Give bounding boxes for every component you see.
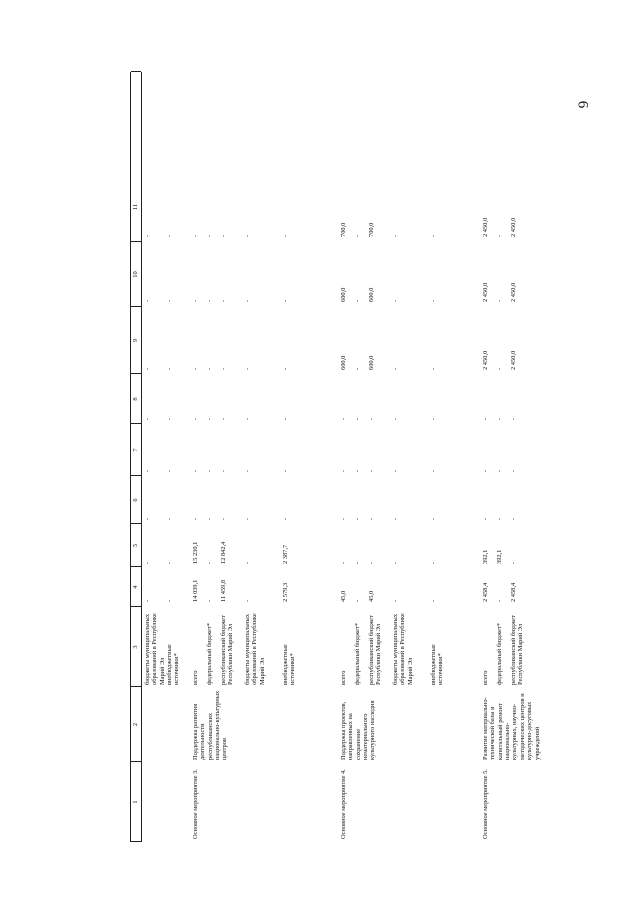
table-cell: 600,0 <box>368 287 375 302</box>
table-cell: - <box>340 561 347 564</box>
table-cell: внебюджетные источники* <box>282 644 297 685</box>
header-divider <box>131 71 141 72</box>
table-cell: - <box>144 234 151 237</box>
table-cell: - <box>482 469 489 472</box>
header-cell: 8 <box>132 397 139 401</box>
table-cell: - <box>166 234 173 237</box>
table-cell: - <box>392 517 399 520</box>
header-divider <box>131 373 141 374</box>
table-cell: федеральный бюджет* <box>496 622 503 685</box>
header-divider <box>131 523 141 524</box>
table-cell: - <box>392 561 399 564</box>
table-cell: - <box>430 561 437 564</box>
header-divider <box>131 606 141 607</box>
table-cell: 15 230,1 <box>192 541 199 564</box>
table-cell: - <box>354 299 361 302</box>
table-cell: - <box>244 561 251 564</box>
table-cell: - <box>220 469 227 472</box>
header-cell: 2 <box>132 722 139 727</box>
table-cell: - <box>166 367 173 370</box>
header-divider <box>131 475 141 476</box>
table-cell: - <box>166 469 173 472</box>
table-cell: 45,0 <box>368 590 375 602</box>
table-cell: Основное мероприятие 4. <box>340 769 347 839</box>
table-cell: - <box>192 299 199 302</box>
table-cell: - <box>496 599 503 602</box>
table-cell: - <box>166 299 173 302</box>
table-cell: - <box>244 469 251 472</box>
table-cell: внебюджетные источники* <box>166 644 181 685</box>
table-cell: - <box>282 234 289 237</box>
table-cell: Поддержка развития деятельности республиканских национально-культурных центров <box>192 690 229 760</box>
table-cell: всего <box>482 670 489 685</box>
table-cell: - <box>192 517 199 520</box>
table-cell: - <box>206 561 213 564</box>
table-cell: - <box>144 469 151 472</box>
table-cell: - <box>244 234 251 237</box>
table-cell: - <box>510 469 517 472</box>
table-cell: - <box>244 599 251 602</box>
table-cell: федеральный бюджет* <box>206 622 213 685</box>
table-cell: - <box>144 561 151 564</box>
table-cell: - <box>430 234 437 237</box>
table-cell: - <box>354 517 361 520</box>
header-cell: 4 <box>132 585 139 589</box>
table-cell: - <box>430 417 437 420</box>
table-cell: 700,0 <box>368 222 375 237</box>
table-cell: Основное мероприятие 3. <box>192 769 199 839</box>
header-cell: 6 <box>132 498 139 502</box>
table-cell: 2 579,3 <box>282 582 289 602</box>
table-cell: - <box>392 469 399 472</box>
table-cell: 11 459,8 <box>220 579 227 602</box>
table-cell: всего <box>340 670 347 685</box>
table-cell: - <box>166 561 173 564</box>
table-cell: - <box>430 517 437 520</box>
table-cell: 600,0 <box>340 355 347 370</box>
table-cell: - <box>368 469 375 472</box>
table-cell: - <box>206 417 213 420</box>
table-cell: - <box>192 469 199 472</box>
table-cell: - <box>496 299 503 302</box>
table-cell: 2 450,0 <box>510 282 517 302</box>
table-cell: - <box>166 599 173 602</box>
table-cell: Основное мероприятие 5. <box>482 769 489 839</box>
table-cell: - <box>282 299 289 302</box>
table-cell: - <box>282 367 289 370</box>
table-cell: - <box>144 417 151 420</box>
table-cell: - <box>206 517 213 520</box>
table-cell: - <box>354 234 361 237</box>
table-cell: 2 450,0 <box>482 217 489 237</box>
header-divider <box>131 423 141 424</box>
table-cell: - <box>482 417 489 420</box>
table-cell: 12 842,4 <box>220 541 227 564</box>
table-cell: - <box>510 517 517 520</box>
table-cell: - <box>144 599 151 602</box>
header-divider <box>131 566 141 567</box>
table-cell: - <box>220 517 227 520</box>
table-cell: - <box>206 299 213 302</box>
header-cell: 3 <box>132 645 139 649</box>
table-cell: Развитие материально-технической базы и капитальный ремонт национально-культурных, научно-методических центров и культурно-досуговых учреждений <box>482 693 541 760</box>
table-cell: - <box>496 234 503 237</box>
table-cell: внебюджетные источники* <box>430 644 445 685</box>
table-cell: - <box>430 299 437 302</box>
table-cell: 2 450,0 <box>510 350 517 370</box>
table-cell: - <box>244 417 251 420</box>
table-cell: 2 387,7 <box>282 544 289 564</box>
table-cell: - <box>220 234 227 237</box>
table-cell: бюджеты муниципальных образований в Республике Марий Эл <box>392 613 414 685</box>
header-cell: 5 <box>132 543 139 548</box>
header-cell: 9 <box>132 338 139 343</box>
table-cell: - <box>392 299 399 302</box>
table-cell: 392,1 <box>482 549 489 564</box>
table-cell: - <box>368 517 375 520</box>
table-cell: - <box>244 517 251 520</box>
table-cell: - <box>392 599 399 602</box>
table-cell: республиканский бюджет Республики Марий Эл <box>220 615 235 685</box>
table-cell: 2 450,0 <box>482 350 489 370</box>
table-cell: 700,0 <box>340 222 347 237</box>
table-cell: - <box>354 599 361 602</box>
table-cell: - <box>244 367 251 370</box>
page-number: 6 <box>574 100 591 109</box>
table-cell: 14 039,1 <box>192 579 199 602</box>
table-cell: - <box>510 417 517 420</box>
table-cell: - <box>496 367 503 370</box>
table-cell: - <box>340 417 347 420</box>
table-cell: - <box>244 299 251 302</box>
table-cell: - <box>392 234 399 237</box>
table-cell: - <box>220 367 227 370</box>
header-cell: 7 <box>132 448 139 452</box>
table-cell: - <box>166 417 173 420</box>
table-cell: Поддержка проектов, направленных на сохранение нематериального культурного наследия <box>340 700 377 760</box>
table-cell: - <box>192 367 199 370</box>
table-cell: республиканский бюджет Республики Марий Эл <box>510 615 525 685</box>
table-cell: - <box>354 417 361 420</box>
header-divider <box>131 306 141 307</box>
rotated-table <box>130 72 580 842</box>
table-cell: 2 450,0 <box>510 217 517 237</box>
table-cell: - <box>430 469 437 472</box>
header-cell: 11 <box>132 203 139 211</box>
table-cell: 2 458,4 <box>482 582 489 602</box>
table-cell: - <box>354 561 361 564</box>
table-cell: - <box>430 599 437 602</box>
table-cell: 45,0 <box>340 590 347 602</box>
table-cell: - <box>282 517 289 520</box>
table-cell: - <box>368 561 375 564</box>
table-cell: республиканский бюджет Республики Марий Эл <box>368 615 383 685</box>
table-cell: - <box>206 234 213 237</box>
table-cell: - <box>220 417 227 420</box>
table-cell: - <box>496 417 503 420</box>
header-divider <box>131 686 141 687</box>
table-cell: - <box>192 234 199 237</box>
table-cell: - <box>206 599 213 602</box>
header-cell: 10 <box>132 271 139 278</box>
table-cell: федеральный бюджет* <box>354 622 361 685</box>
table-cell: - <box>220 299 227 302</box>
table-cell: всего <box>192 670 199 685</box>
table-cell: - <box>510 561 517 564</box>
table-cell: 600,0 <box>340 287 347 302</box>
table-cell: - <box>166 517 173 520</box>
header-divider <box>131 241 141 242</box>
table-cell: - <box>282 417 289 420</box>
table-cell: - <box>340 469 347 472</box>
table-cell: - <box>496 469 503 472</box>
table-cell: - <box>144 367 151 370</box>
table-cell: - <box>482 517 489 520</box>
table-cell: - <box>340 517 347 520</box>
header-divider <box>131 841 141 842</box>
table-cell: - <box>392 417 399 420</box>
table-cell: - <box>282 469 289 472</box>
table-cell: 2 458,4 <box>510 582 517 602</box>
table-cell: - <box>144 517 151 520</box>
table-cell: - <box>354 367 361 370</box>
table-cell: - <box>354 469 361 472</box>
table-cell: 2 450,0 <box>482 282 489 302</box>
table-cell: 392,1 <box>496 549 503 564</box>
table-cell: - <box>192 417 199 420</box>
table-cell: - <box>206 367 213 370</box>
table-cell: бюджеты муниципальных образований в Республике Марий Эл <box>244 613 266 685</box>
table-cell: - <box>144 299 151 302</box>
header-divider <box>131 761 141 762</box>
table-cell: - <box>368 417 375 420</box>
table-cell: - <box>392 367 399 370</box>
header-cell: 1 <box>132 800 139 804</box>
table-cell: - <box>496 517 503 520</box>
table-cell: - <box>206 469 213 472</box>
table-cell: 600,0 <box>368 355 375 370</box>
table-cell: бюджеты муниципальных образований в Республике Марий Эл <box>144 613 166 685</box>
table-header <box>130 72 142 842</box>
table-cell: - <box>430 367 437 370</box>
